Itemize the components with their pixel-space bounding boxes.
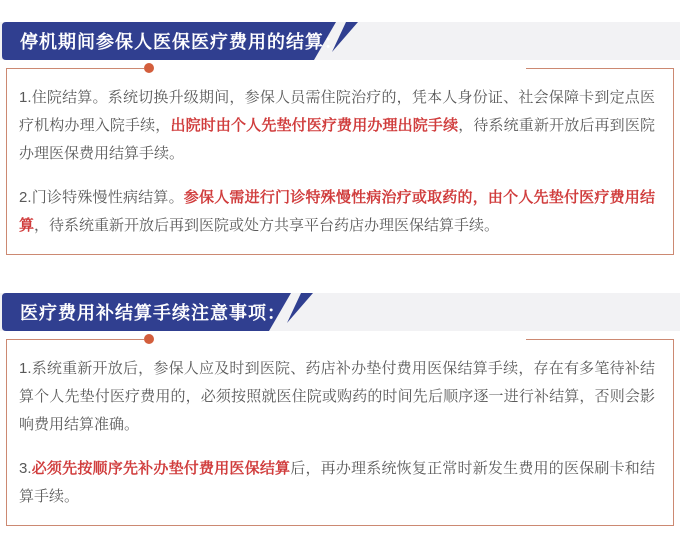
- spacer: [0, 255, 680, 293]
- body-text: ，待系统重新开放后再到医院办理医保费用结算手续。: [19, 117, 655, 162]
- section-body: [19, 355, 655, 511]
- top-border-dot-icon: [144, 334, 154, 344]
- top-border-left-line: [7, 339, 144, 340]
- highlighted-text: 必须先按顺序先补办垫付费用医保结算: [31, 460, 291, 477]
- paragraph: [19, 455, 655, 511]
- content-box-1: [6, 68, 674, 255]
- banner-row-1: [0, 22, 680, 60]
- spacer: [0, 331, 680, 339]
- top-border-dot-icon: [144, 63, 154, 73]
- body-text: 后，再办理系统恢复正常时新发生费用的医保刷卡和结算手续。: [19, 460, 655, 505]
- paragraph: [19, 84, 655, 168]
- paragraph: [19, 355, 655, 439]
- body-text: 3.: [19, 460, 32, 477]
- paragraph: [19, 184, 655, 240]
- body-text: ，待系统重新开放后再到医院或处方共享平台药店办理医保结算手续。: [34, 217, 500, 234]
- section-title: 停机期间参保人医保医疗费用的结算：: [20, 32, 343, 52]
- body-text: 2.门诊特殊慢性病结算。: [19, 189, 184, 206]
- highlighted-text: 出院时由个人先垫付医疗费用办理出院手续: [170, 117, 459, 134]
- section-body: [19, 84, 655, 240]
- spacer: [0, 60, 680, 68]
- banner-row-2: [0, 293, 680, 331]
- top-border-right-line: [526, 339, 673, 340]
- section-hospital-settlement: [0, 22, 680, 255]
- highlighted-text: 参保人需进行门诊特殊慢性病治疗或取药的，由个人先垫付医疗费用结算: [19, 189, 655, 234]
- body-text: 1.系统重新开放后，参保人应及时到医院、药店补办垫付费用医保结算手续，存在有多笔待补结算个人先垫付医疗费用的，必须按照就医住院或购药的时间先后顺序逐一进行补结算，否则会影响费用结算准确。: [19, 360, 655, 433]
- section-title: 医疗费用补结算手续注意事项：: [20, 303, 286, 323]
- top-border-right-line: [526, 68, 673, 69]
- top-border-left-line: [7, 68, 144, 69]
- body-text: 1.住院结算。系统切换升级期间，参保人员需住院治疗的，凭本人身份证、社会保障卡到定点医疗机构办理入院手续，: [19, 89, 655, 134]
- content-box-2: [6, 339, 674, 526]
- section-supplementary-settlement: [0, 293, 680, 526]
